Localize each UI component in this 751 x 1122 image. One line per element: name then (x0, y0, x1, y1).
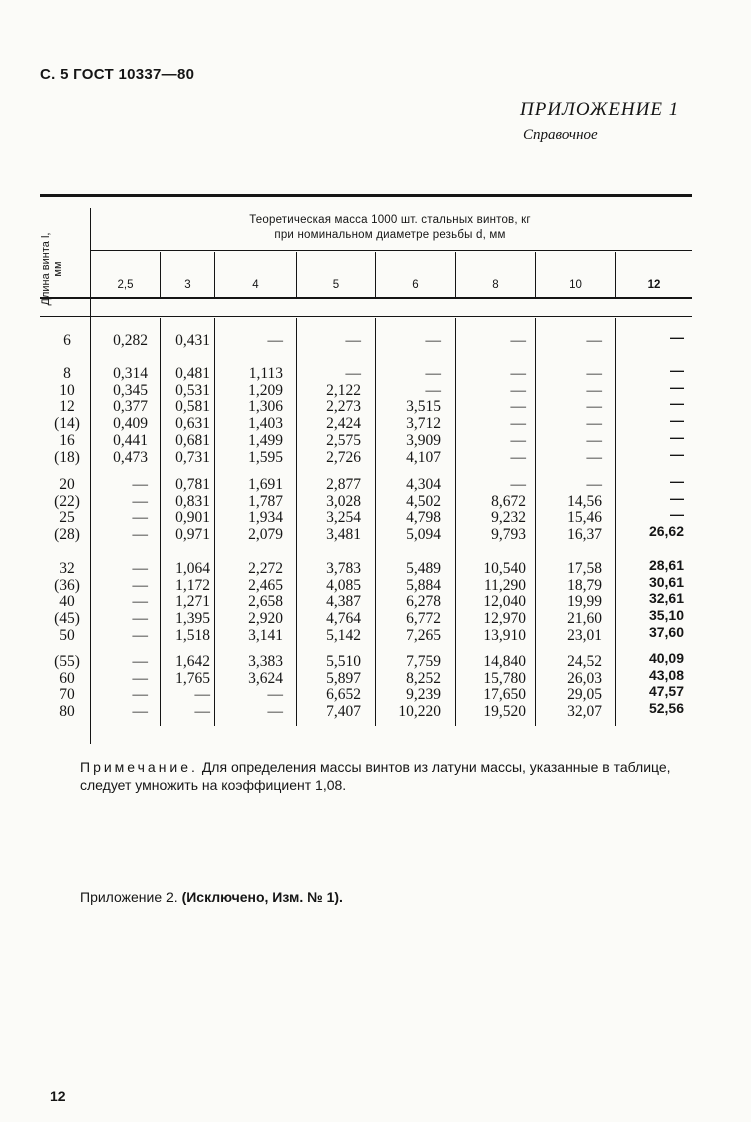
diameter-header: 2,5 (117, 279, 134, 291)
mass-values-d2-5: — — — — — (132, 560, 148, 644)
group-header (100, 213, 680, 243)
note-label: Примечание. (80, 759, 198, 775)
length-values: 6 (63, 332, 71, 349)
mass-values-d12: — (670, 329, 684, 345)
diameter-header: 5 (332, 279, 340, 291)
group-header-line2: при номинальном диаметре резьбы d, мм (274, 229, 506, 241)
document-code: С. 5 ГОСТ 10337—80 (40, 66, 195, 83)
length-values: 8 10 12 (14) 16 (18) (54, 365, 80, 466)
mass-values-d6: 7,759 8,252 9,239 10,220 (398, 653, 441, 721)
diameter-header: 4 (252, 279, 259, 291)
mass-values-d6: 5,489 5,884 6,278 6,772 7,265 (406, 560, 441, 644)
diameter-header: 12 (647, 279, 661, 291)
mass-values-d8: 10,540 11,290 12,040 12,970 13,910 (483, 560, 526, 644)
mass-values-d3: 1,642 1,765 — — (175, 653, 210, 721)
diameter-header: 6 (412, 279, 419, 291)
mass-values-d2-5: 0,282 (113, 332, 148, 349)
column-divider (455, 252, 456, 298)
mass-values-d10: — 14,56 15,46 16,37 (567, 476, 602, 544)
mass-values-d3: 0,481 0,531 0,581 0,631 0,681 0,731 (175, 365, 210, 466)
diameter-header: 10 (569, 279, 582, 291)
mass-values-d3: 0,431 (175, 332, 210, 349)
mass-values-d12: — — — 26,62 (648, 473, 684, 540)
mass-values-d10: 24,52 26,03 29,05 32,07 (567, 653, 602, 721)
length-values: 20 (22) 25 (28) (54, 476, 80, 544)
note-text: Для определения массы винтов из латуни массы, указанные в таблице, следует умножить на коэффициент 1,08. (80, 759, 671, 793)
mass-values-d12: 28,61 30,61 32,61 35,10 37,60 (648, 557, 684, 640)
mass-values-d4: — (267, 332, 283, 349)
mass-values-d5: 5,510 5,897 6,652 7,407 (326, 653, 361, 721)
column-divider (160, 252, 161, 298)
body-top-rule (40, 316, 692, 317)
length-values: 32 (36) 40 (45) 50 (54, 560, 80, 644)
mass-values-d6: 4,304 4,502 4,798 5,094 (406, 476, 441, 544)
group-header-line1: Теоретическая масса 1000 шт. стальных винтов, кг (249, 214, 531, 226)
mass-values-d8: — — — — — — (510, 365, 526, 466)
mass-values-d3: 0,781 0,831 0,901 0,971 (175, 476, 210, 544)
mass-values-d2-5: 0,314 0,345 0,377 0,409 0,441 0,473 (113, 365, 148, 466)
mass-values-d12: — — — — — — (670, 362, 684, 462)
mass-values-d2-5: — — — — (132, 476, 148, 544)
table-top-rule (40, 194, 692, 197)
column-divider (214, 252, 215, 298)
mass-values-d6: — (425, 332, 441, 349)
mass-values-d5: 2,877 3,028 3,254 3,481 (326, 476, 361, 544)
mass-values-d5: — (345, 332, 361, 349)
mass-values-d4: 3,383 3,624 — — (248, 653, 283, 721)
mass-values-d4: 2,272 2,465 2,658 2,920 3,141 (248, 560, 283, 644)
mass-values-d4: 1,691 1,787 1,934 2,079 (248, 476, 283, 544)
mass-values-d2-5: — — — — (132, 653, 148, 721)
diameter-header: 8 (492, 279, 499, 291)
length-values: (55) 60 70 80 (54, 653, 80, 721)
diameter-header: 3 (184, 279, 191, 291)
row-header-length: Длина винта l, мм (40, 232, 64, 306)
appendix-2-label: Приложение 2. (80, 889, 178, 905)
mass-values-d10: — (586, 332, 602, 349)
mass-values-d8: — (510, 332, 526, 349)
column-divider (615, 252, 616, 298)
mass-values-d5: 3,783 4,085 4,387 4,764 5,142 (326, 560, 361, 644)
mass-values-d12: 40,09 43,08 47,57 52,56 (648, 650, 684, 717)
column-divider (296, 252, 297, 298)
mass-values-d10: — — — — — — (586, 365, 602, 466)
column-divider (375, 252, 376, 298)
header-bottom-rule (40, 297, 692, 299)
mass-values-d10: 17,58 18,79 19,99 21,60 23,01 (567, 560, 602, 644)
mass-values-d4: 1,113 1,209 1,306 1,403 1,499 1,595 (248, 365, 283, 466)
group-header-rule (90, 250, 692, 251)
mass-values-d5: — 2,122 2,273 2,424 2,575 2,726 (326, 365, 361, 466)
mass-values-d6: — — 3,515 3,712 3,909 4,107 (406, 365, 441, 466)
appendix-2-line (80, 889, 343, 905)
appendix-title: ПРИЛОЖЕНИЕ 1 (520, 99, 680, 120)
page-number: 12 (50, 1088, 66, 1104)
appendix-2-excluded: (Исключено, Изм. № 1). (181, 889, 343, 905)
column-divider (535, 252, 536, 298)
mass-values-d3: 1,064 1,172 1,271 1,395 1,518 (175, 560, 210, 644)
mass-values-d8: 14,840 15,780 17,650 19,520 (483, 653, 526, 721)
mass-values-d8: — 8,672 9,232 9,793 (491, 476, 526, 544)
appendix-subtitle: Справочное (523, 127, 598, 143)
table-note (80, 758, 700, 794)
